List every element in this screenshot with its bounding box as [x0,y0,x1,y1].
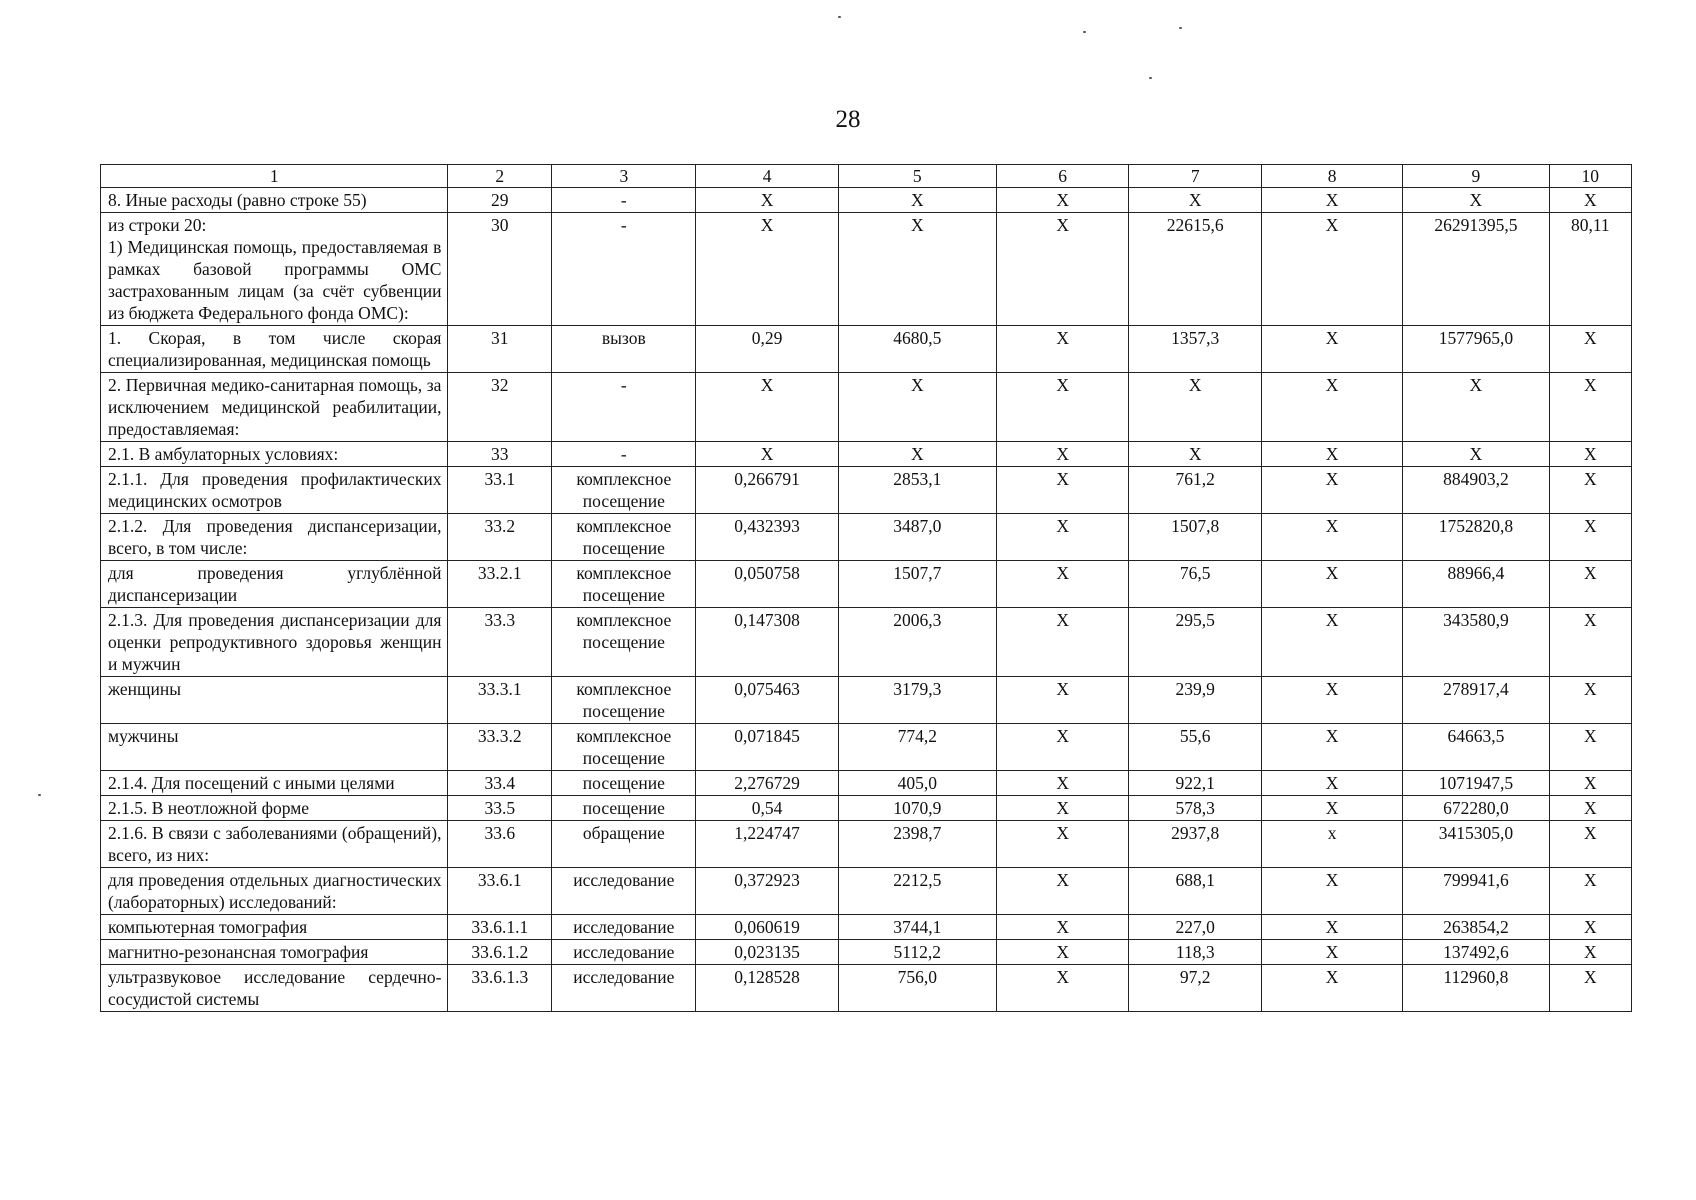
table-cell: X [1549,940,1631,965]
table-cell: X [1262,213,1403,326]
table-cell: - [552,213,696,326]
scan-speck [838,16,841,18]
table-cell: X [996,467,1129,514]
table-cell: 88966,4 [1403,561,1549,608]
table-cell: 278917,4 [1403,677,1549,724]
table-cell: X [996,677,1129,724]
table-cell: 0,54 [696,796,838,821]
column-header: 7 [1129,165,1262,188]
row-label-cell: 2. Первичная медико-санитарная помощь, за исключением медицинской реабилитации, предоставляемая: [101,373,448,442]
table-cell: 33.3.1 [448,677,552,724]
table-row [101,771,1632,796]
table-cell: X [1403,442,1549,467]
table-cell: X [996,868,1129,915]
page-number: 28 [835,106,861,133]
table-cell: X [1549,965,1631,1012]
table-row [101,677,1632,724]
table-cell: X [1549,326,1631,373]
table-row [101,965,1632,1012]
table-cell: X [696,442,838,467]
row-label-cell: 2.1.1. Для проведения профилактических медицинских осмотров [101,467,448,514]
table-row [101,724,1632,771]
table-cell: X [1403,373,1549,442]
table-cell: 0,060619 [696,915,838,940]
table-cell: 295,5 [1129,608,1262,677]
table-cell: 0,050758 [696,561,838,608]
table-row [101,796,1632,821]
table-cell: исследование [552,915,696,940]
table-cell: 578,3 [1129,796,1262,821]
table-cell: X [1262,868,1403,915]
table-cell: 1577965,0 [1403,326,1549,373]
row-label-cell: женщины [101,677,448,724]
table-cell: X [1549,373,1631,442]
table-cell: X [1262,608,1403,677]
table-cell: X [1549,796,1631,821]
table-cell: 0,432393 [696,514,838,561]
table-cell: комплексное посещение [552,561,696,608]
table-cell: комплексное посещение [552,724,696,771]
row-label-cell: для проведения углублённой диспансеризации [101,561,448,608]
table-cell: X [996,724,1129,771]
table-cell: X [1262,514,1403,561]
table-cell: X [1262,188,1403,213]
column-header: 6 [996,165,1129,188]
table-cell: посещение [552,771,696,796]
table-cell: 32 [448,373,552,442]
table-cell: 2398,7 [838,821,996,868]
table-cell: X [1262,724,1403,771]
table-cell: 33.4 [448,771,552,796]
table-cell: 2212,5 [838,868,996,915]
table-cell: 33.3.2 [448,724,552,771]
table-cell: X [1549,868,1631,915]
table-cell: 26291395,5 [1403,213,1549,326]
table-cell: X [1262,561,1403,608]
table-cell: 1,224747 [696,821,838,868]
scan-speck [38,794,41,796]
table-cell: обращение [552,821,696,868]
table-cell: комплексное посещение [552,467,696,514]
table-cell: 0,128528 [696,965,838,1012]
table-cell: x [1262,821,1403,868]
row-label-cell: 2.1.5. В неотложной форме [101,796,448,821]
table-cell: X [1549,514,1631,561]
table-cell: 137492,6 [1403,940,1549,965]
table-cell: X [996,821,1129,868]
table-body [101,188,1632,1012]
row-label-cell: 2.1.2. Для проведения диспансеризации, всего, в том числе: [101,514,448,561]
table-cell: X [1549,188,1631,213]
table-cell: X [838,188,996,213]
table-cell: 1357,3 [1129,326,1262,373]
table-row [101,467,1632,514]
table-cell: 343580,9 [1403,608,1549,677]
table-cell: 33.6.1.3 [448,965,552,1012]
table-cell: 64663,5 [1403,724,1549,771]
column-header: 9 [1403,165,1549,188]
table-cell: X [1129,442,1262,467]
table-cell: X [1549,821,1631,868]
table-cell: 3487,0 [838,514,996,561]
table-cell: 33.6.1 [448,868,552,915]
table-cell: 118,3 [1129,940,1262,965]
table-cell: - [552,373,696,442]
table-cell: X [1262,442,1403,467]
table-cell: 4680,5 [838,326,996,373]
table-cell: 1070,9 [838,796,996,821]
table-cell: комплексное посещение [552,677,696,724]
table-cell: X [1549,677,1631,724]
table-cell: X [1129,188,1262,213]
row-label-cell: 2.1.3. Для проведения диспансеризации для оценки репродуктивного здоровья женщин и мужчин [101,608,448,677]
data-table [100,164,1632,1012]
table-cell: X [1262,467,1403,514]
table-cell: 1071947,5 [1403,771,1549,796]
table-cell: 33.5 [448,796,552,821]
table-cell: X [1549,724,1631,771]
scan-speck [1083,31,1086,33]
table-row [101,915,1632,940]
table-cell: 0,075463 [696,677,838,724]
scan-speck [1149,77,1152,79]
table-cell: X [1549,442,1631,467]
table-cell: X [996,796,1129,821]
table-cell: X [996,915,1129,940]
row-label-cell: для проведения отдельных диагностических (лабораторных) исследований: [101,868,448,915]
table-row [101,561,1632,608]
table-cell: 0,266791 [696,467,838,514]
table-cell: 3179,3 [838,677,996,724]
table-row [101,326,1632,373]
table-cell: 33.6.1.2 [448,940,552,965]
column-header: 3 [552,165,696,188]
table-cell: 884903,2 [1403,467,1549,514]
table-cell: X [996,442,1129,467]
table-cell: 799941,6 [1403,868,1549,915]
row-label-cell: из строки 20: 1) Медицинская помощь, предоставляемая в рамках базовой программы ОМС застрахованным лицам (за счёт субвенции из бюджета Федерального фонда ОМС): [101,213,448,326]
table-cell: X [996,213,1129,326]
table-cell: 80,11 [1549,213,1631,326]
table-cell: 0,29 [696,326,838,373]
table-row [101,514,1632,561]
table-cell: 922,1 [1129,771,1262,796]
table-cell: X [838,213,996,326]
table-row [101,188,1632,213]
column-header: 2 [448,165,552,188]
table-row [101,608,1632,677]
table-cell: 1507,7 [838,561,996,608]
column-header: 4 [696,165,838,188]
table-row [101,940,1632,965]
table-cell: X [996,940,1129,965]
table-cell: X [1549,561,1631,608]
table-cell: - [552,188,696,213]
table-cell: 31 [448,326,552,373]
table-cell: 29 [448,188,552,213]
scan-speck [1179,27,1182,29]
table-cell: комплексное посещение [552,608,696,677]
table-cell: 5112,2 [838,940,996,965]
table-cell: исследование [552,940,696,965]
table-cell: 112960,8 [1403,965,1549,1012]
table-row [101,213,1632,326]
row-label-cell: магнитно-резонансная томография [101,940,448,965]
table-cell: 33 [448,442,552,467]
table-cell: X [996,965,1129,1012]
table-cell: 3744,1 [838,915,996,940]
table-cell: исследование [552,965,696,1012]
table-cell: X [696,373,838,442]
table-cell: X [696,213,838,326]
table-cell: 761,2 [1129,467,1262,514]
table-row [101,442,1632,467]
column-header: 5 [838,165,996,188]
table-cell: X [996,561,1129,608]
table-cell: 2853,1 [838,467,996,514]
table-cell: X [996,771,1129,796]
table-cell: X [1262,796,1403,821]
row-label-cell: 1. Скорая, в том числе скорая специализированная, медицинская помощь [101,326,448,373]
table-cell: X [838,442,996,467]
table-cell: 263854,2 [1403,915,1549,940]
table-cell: X [1262,915,1403,940]
table-cell: 688,1 [1129,868,1262,915]
table-cell: 33.1 [448,467,552,514]
table-cell: 33.3 [448,608,552,677]
table-cell: X [1262,326,1403,373]
table-cell: 239,9 [1129,677,1262,724]
column-header: 8 [1262,165,1403,188]
table-cell: 756,0 [838,965,996,1012]
table-cell: 1752820,8 [1403,514,1549,561]
table-cell: X [696,188,838,213]
table-cell: 76,5 [1129,561,1262,608]
table-cell: X [838,373,996,442]
table-cell: X [1262,677,1403,724]
table-cell: 405,0 [838,771,996,796]
table-cell: посещение [552,796,696,821]
table-cell: исследование [552,868,696,915]
table-cell: X [1262,771,1403,796]
table-cell: 2937,8 [1129,821,1262,868]
table-cell: X [996,326,1129,373]
table-cell: 55,6 [1129,724,1262,771]
table-cell: X [1549,915,1631,940]
table-row [101,821,1632,868]
row-label-cell: компьютерная томография [101,915,448,940]
table-cell: 2,276729 [696,771,838,796]
table-cell: 1507,8 [1129,514,1262,561]
column-header: 10 [1549,165,1631,188]
table-cell: X [996,514,1129,561]
table-cell: вызов [552,326,696,373]
table-cell: 33.6.1.1 [448,915,552,940]
table-cell: 0,071845 [696,724,838,771]
table-cell: 0,372923 [696,868,838,915]
table-cell: X [1262,965,1403,1012]
table-cell: 227,0 [1129,915,1262,940]
table-cell: 97,2 [1129,965,1262,1012]
table-cell: X [1549,771,1631,796]
row-label-cell: 2.1. В амбулаторных условиях: [101,442,448,467]
table-cell: 0,147308 [696,608,838,677]
table-cell: X [996,608,1129,677]
table-cell: 672280,0 [1403,796,1549,821]
row-label-cell: мужчины [101,724,448,771]
row-label-cell: 8. Иные расходы (равно строке 55) [101,188,448,213]
column-header: 1 [101,165,448,188]
row-label-cell: 2.1.4. Для посещений с иными целями [101,771,448,796]
table-cell: 2006,3 [838,608,996,677]
table-cell: 33.2 [448,514,552,561]
table-cell: X [1262,373,1403,442]
table-cell: X [996,188,1129,213]
row-label-cell: ультразвуковое исследование сердечно-сосудистой системы [101,965,448,1012]
table-header-row [101,165,1632,188]
table-cell: 0,023135 [696,940,838,965]
table-cell: 30 [448,213,552,326]
table-cell: 3415305,0 [1403,821,1549,868]
row-label-cell: 2.1.6. В связи с заболеваниями (обращений), всего, из них: [101,821,448,868]
table-cell: X [996,373,1129,442]
table-row [101,868,1632,915]
table-cell: 33.6 [448,821,552,868]
table-cell: X [1129,373,1262,442]
table-cell: - [552,442,696,467]
table-cell: 774,2 [838,724,996,771]
table-cell: X [1403,188,1549,213]
table-cell: X [1549,467,1631,514]
table-cell: комплексное посещение [552,514,696,561]
table-cell: X [1549,608,1631,677]
table-cell: 22615,6 [1129,213,1262,326]
table-cell: X [1262,940,1403,965]
table-row [101,373,1632,442]
table-cell: 33.2.1 [448,561,552,608]
